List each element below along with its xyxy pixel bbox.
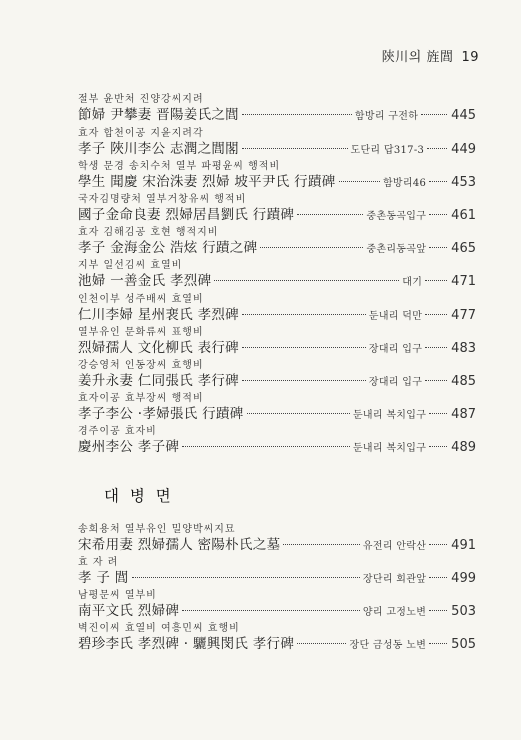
entry-korean: 열부유인 문화류씨 표행비 [78, 327, 204, 338]
toc-entry [78, 157, 476, 193]
dot-leader [429, 643, 447, 644]
dot-leader [425, 314, 447, 315]
entry-page: 505 [451, 637, 476, 652]
dot-leader [247, 413, 350, 414]
entry-page: 471 [451, 274, 476, 289]
dot-leader [260, 247, 363, 248]
dot-leader [242, 380, 366, 381]
toc-entry [78, 389, 476, 425]
dot-leader [429, 610, 447, 611]
dot-leader [425, 347, 447, 348]
dot-leader [242, 314, 366, 315]
entry-korean: 경주이공 효자비 [78, 426, 157, 437]
entry-korean: 남평문씨 열부비 [78, 590, 157, 601]
entry-page: 499 [451, 571, 476, 586]
entry-korean: 효 자 려 [78, 557, 119, 568]
entry-location: 장대리 입구 [368, 377, 423, 388]
dot-leader [242, 148, 348, 149]
entry-location: 둔내리 복치입구 [352, 410, 427, 421]
dot-leader [425, 280, 447, 281]
entry-title: 南平文氏 烈婦碑 [78, 603, 180, 619]
entry-korean: 송희용처 열부유인 밀양박씨지묘 [78, 524, 236, 535]
entry-korean: 효자 합천이공 지윤지려각 [78, 128, 204, 139]
entry-location: 함방리 구전하 [354, 111, 419, 122]
entry-korean: 벽진이씨 효열비 여흥민씨 효행비 [78, 623, 240, 634]
dot-leader [429, 544, 447, 545]
dot-leader [297, 214, 363, 215]
toc-entry [78, 323, 476, 359]
entry-page: 487 [451, 407, 476, 422]
dot-leader [242, 347, 366, 348]
running-header [382, 46, 479, 65]
entry-title: 宋希用妻 烈婦孺人 密陽朴氏之墓 [78, 537, 281, 553]
dot-leader [182, 610, 360, 611]
entry-title: 孝子李公 ·孝婦張氏 行蹟碑 [78, 406, 244, 422]
dot-leader [283, 544, 360, 545]
toc-entry [78, 586, 476, 622]
entry-location: 장단 금성동 노변 [349, 640, 427, 651]
entry-title: 學生 聞慶 宋治洙妻 烈婦 坡平尹氏 行蹟碑 [78, 174, 336, 190]
dot-leader [182, 446, 350, 447]
dot-leader [132, 577, 360, 578]
entry-page: 465 [451, 241, 476, 256]
toc-entry [78, 190, 476, 226]
toc-entry [78, 90, 476, 126]
entry-page: 485 [451, 374, 476, 389]
toc-entry [78, 356, 476, 392]
dot-leader [339, 181, 380, 182]
entry-title: 碧珍李氏 孝烈碑 · 驪興閔氏 孝行碑 [78, 636, 295, 652]
dot-leader [297, 643, 346, 644]
entry-page: 483 [451, 341, 476, 356]
dot-leader [429, 214, 447, 215]
entry-title: 慶州李公 孝子碑 [78, 439, 180, 455]
entry-korean: 효자 김해김공 호현 행적지비 [78, 227, 219, 238]
entry-location: 중촌리동곡앞 [366, 244, 427, 255]
header-title: 陝川의 旌閭 [381, 50, 454, 65]
entry-korean: 효자이공 효부장씨 행적비 [78, 393, 204, 404]
page-number: 19 [461, 50, 479, 65]
toc-entry [78, 619, 476, 655]
section-heading: 대 병 면 [104, 487, 174, 505]
entry-location: 양리 고정노변 [362, 607, 427, 618]
entry-page: 491 [451, 538, 476, 553]
entry-title: 孝子 金海金公 浩炫 行蹟之碑 [78, 240, 258, 256]
dot-leader [429, 181, 447, 182]
entry-korean: 강승영처 인동장씨 효행비 [78, 360, 204, 371]
entry-location: 장대리 입구 [368, 344, 423, 355]
dot-leader [429, 413, 447, 414]
entry-title: 國子金命良妻 烈婦居昌劉氏 行蹟碑 [78, 207, 295, 223]
dot-leader [214, 280, 399, 281]
entry-page: 489 [451, 440, 476, 455]
entry-page: 461 [451, 208, 476, 223]
entry-page: 453 [451, 175, 476, 190]
entry-page: 477 [451, 308, 476, 323]
toc-entry [78, 124, 476, 160]
entry-korean: 학생 문경 송치수처 열부 파평윤씨 행적비 [78, 161, 281, 172]
dot-leader [429, 577, 447, 578]
entry-location: 유전리 안락산 [362, 541, 427, 552]
toc-entry [78, 290, 476, 326]
entry-title: 節婦 尹攀妻 晋陽姜氏之閭 [78, 107, 239, 123]
toc-entry [78, 223, 476, 259]
entry-korean: 지부 일선김씨 효열비 [78, 260, 183, 271]
toc-entry [78, 553, 476, 589]
toc-entry [78, 422, 476, 458]
dot-leader [427, 148, 447, 149]
entry-title: 仁川李婦 星州裵氏 孝烈碑 [78, 307, 239, 323]
entry-title: 孝子 陜川李公 志潤之閭閣 [78, 141, 239, 157]
entry-korean: 국자김명량처 열부거창유씨 행적비 [78, 194, 247, 205]
dot-leader [425, 380, 447, 381]
entry-title: 姜升永妻 仁同張氏 孝行碑 [78, 373, 239, 389]
entry-title: 池婦 一善金氏 孝烈碑 [78, 273, 212, 289]
toc-entry [78, 520, 476, 556]
dot-leader [429, 446, 447, 447]
entry-location: 대기 [402, 277, 423, 288]
entry-location: 장단리 회관앞 [362, 574, 427, 585]
entry-location: 도단리 답317-3 [350, 145, 425, 156]
entry-page: 503 [451, 604, 476, 619]
entry-location: 중촌동곡입구 [366, 211, 427, 222]
dot-leader [242, 114, 352, 115]
entry-location: 함방리46 [382, 178, 427, 189]
entry-title: 烈婦孺人 文化柳氏 表行碑 [78, 340, 239, 356]
entry-korean: 인천이부 성주배씨 효열비 [78, 294, 204, 305]
entry-page: 449 [451, 142, 476, 157]
entry-korean: 절부 윤반처 진양강씨지려 [78, 94, 204, 105]
entry-location: 둔내리 복치입구 [352, 443, 427, 454]
entry-title: 孝 子 閭 [78, 570, 129, 586]
dot-leader [421, 114, 447, 115]
toc-entry [78, 256, 476, 292]
dot-leader [429, 247, 447, 248]
entry-location: 둔내리 덕만 [368, 311, 423, 322]
entry-page: 445 [451, 108, 476, 123]
